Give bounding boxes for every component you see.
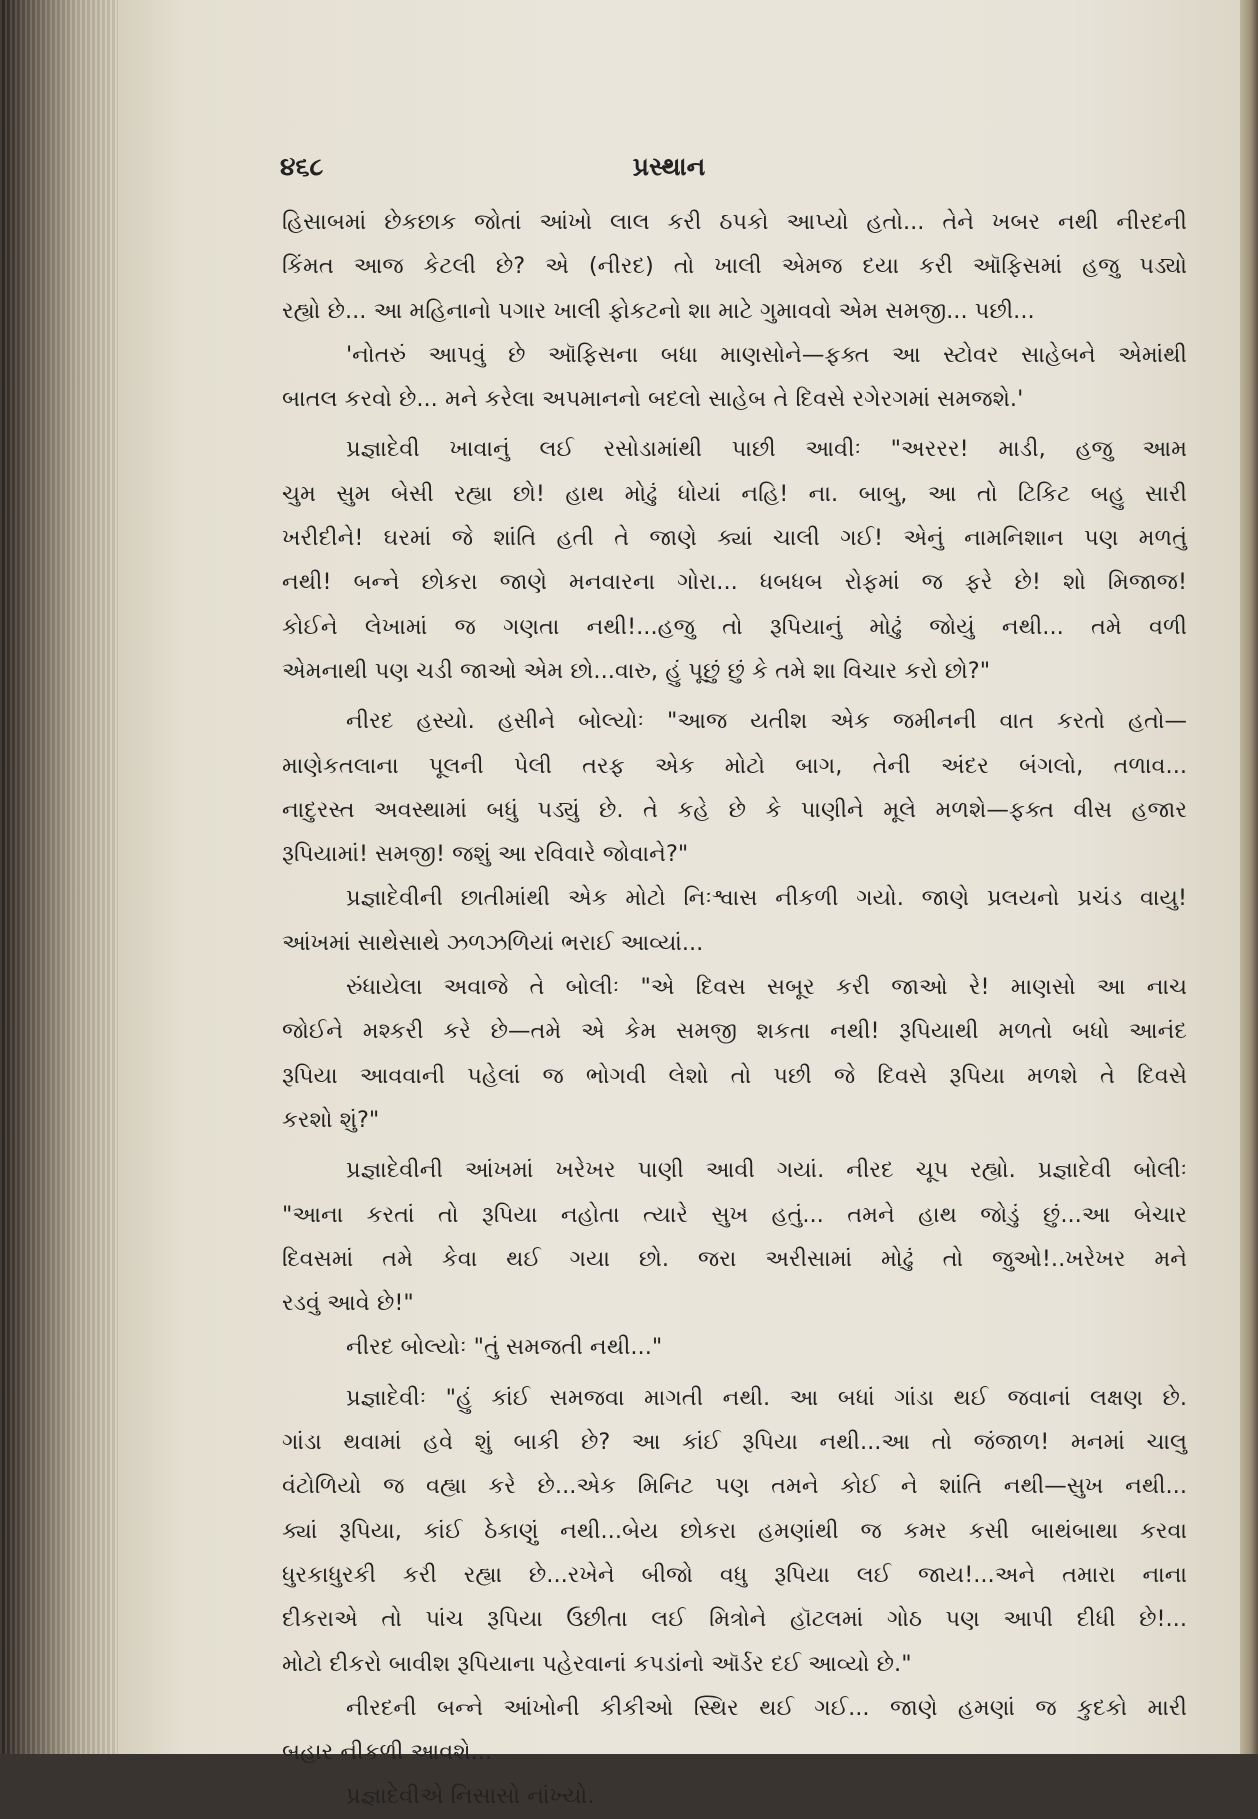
text-line: કોઈને લેખામાં જ ગણતા નથી!...હજુ તો રૂપિયાનું મોઢું જોયું નથી... તમે વળી — [282, 613, 1187, 640]
text-line: પ્રજ્ઞાદેવી ખાવાનું લઈ રસોડામાંથી પાછી આવીઃ "અરરર! માડી, હજુ આમ — [346, 436, 1187, 463]
text-line: રડવું આવે છે!" — [282, 1290, 414, 1317]
text-line: નથી! બન્ને છોકરા જાણે મનવારના ગોરા... ધબધબ રોફમાં જ ફરે છે! શો મિજાજ! — [282, 569, 1187, 596]
text-line: રૂપિયામાં! સમજી! જશું આ રવિવારે જોવાને?" — [282, 841, 689, 868]
page-number: ૪૬૮ — [280, 152, 324, 181]
text-line: પ્રજ્ઞાદેવીઃ "હું કાંઈ સમજવા માગતી નથી. આ બધાં ગાંડા થઈ જવાનાં લક્ષણ છે. — [346, 1384, 1187, 1411]
text-line: ધુરકાધુરકી કરી રહ્યા છે...રખેને બીજો વધુ રૂપિયા લઈ જાય!...અને તમારા નાના — [282, 1561, 1187, 1588]
text-line: રુંધાયેલા અવાજે તે બોલીઃ "એ દિવસ સબૂર કરી જાઓ રે! માણસો આ નાચ — [346, 974, 1187, 1001]
text-line: વંટોળિયો જ વહ્યા કરે છે...એક મિનિટ પણ તમને કોઈ ને શાંતિ નથી—સુખ નથી... — [282, 1473, 1187, 1500]
text-line: જોઈને મશ્કરી કરે છે—તમે એ કેમ સમજી શકતા નથી! રૂપિયાથી મળતો બધો આનંદ — [282, 1018, 1187, 1045]
text-line: નાદુરસ્ત અવસ્થામાં બધું પડ્યું છે. તે કહે છે કે પાણીને મૂલે મળશે—ફક્ત વીસ હજાર — [282, 796, 1187, 823]
text-line: દિવસમાં તમે કેવા થઈ ગયા છો. જરા અરીસામાં મોઢું તો જુઓ!..ખરેખર મને — [282, 1245, 1187, 1272]
text-line: પ્રજ્ઞાદેવીએ નિસાસો નાંખ્યો. — [346, 1783, 595, 1810]
page-right-edge — [1240, 0, 1258, 1754]
text-line: દીકરાએ તો પાંચ રૂપિયા ઉછીતા લઈ મિત્રોને હૉટલમાં ગોઠ પણ આપી દીધી છે!... — [282, 1606, 1187, 1633]
text-line: બહાર નીકળી આવશે... — [282, 1739, 493, 1766]
text-line: હિસાબમાં છેકછાક જોતાં આંખો લાલ કરી ઠપકો આપ્યો હતો... તેને ખબર નથી નીરદની — [282, 209, 1187, 235]
text-line: રૂપિયા આવવાની પહેલાં જ ભોગવી લેશો તો પછી જે દિવસે રૂપિયા મળશે તે દિવસે — [282, 1062, 1187, 1089]
text-line: ખરીદીને! ઘરમાં જે શાંતિ હતી તે જાણે ક્યાં ચાલી ગઈ! એનું નામનિશાન પણ મળતું — [282, 525, 1187, 552]
text-line: "આના કરતાં તો રૂપિયા નહોતા ત્યારે સુખ હતું... તમને હાથ જોડું છું...આ બેચાર — [282, 1201, 1187, 1228]
text-line: માણેકતલાના પૂલની પેલી તરફ એક મોટો બાગ, તેની અંદર બંગલો, તળાવ... — [282, 752, 1187, 779]
text-line: કિંમત આજ કેટલી છે? એ (નીરદ) તો ખાલી એમજ દયા કરી ઑફિસમાં હજુ પડ્યો — [282, 253, 1187, 280]
text-line: કરશો શું?" — [282, 1106, 380, 1133]
text-line: 'નોતરું આપવું છે ઑફિસના બધા માણસોને—ફક્ત આ સ્ટોવર સાહેબને એમાંથી — [346, 341, 1187, 368]
text-line: નીરદની બન્ને આંખોની કીકીઓ સ્થિર થઈ ગઈ... જાણે હમણાં જ કુદકો મારી — [346, 1694, 1187, 1721]
text-line: પ્રજ્ઞાદેવીની છાતીમાંથી એક મોટો નિઃશ્વાસ નીકળી ગયો. જાણે પ્રલયનો પ્રચંડ વાયુ! — [346, 885, 1187, 912]
text-line: આંખમાં સાથેસાથે ઝળઝળિયાં ભરાઈ આવ્યાં... — [282, 929, 704, 956]
text-line: ક્યાં રૂપિયા, કાંઈ ઠેકાણું નથી...બેય છોકરા હમણાંથી જ કમર કસી બાથંબાથા કરવા — [282, 1517, 1187, 1544]
running-title: પ્રસ્થાન — [632, 152, 706, 181]
text-line: ગાંડા થવામાં હવે શું બાકી છે? આ કાંઈ રૂપિયા નથી...આ તો જંજાળ! મનમાં ચાલુ — [282, 1429, 1187, 1456]
text-line: રહ્યો છે... આ મહિનાનો પગાર ખાલી ફોકટનો શા માટે ગુમાવવો એમ સમજી... પછી... — [282, 297, 1035, 324]
text-line: બાતલ કરવો છે... મને કરેલા અપમાનનો બદલો સાહેબ તે દિવસે રગેરગમાં સમજશે.' — [282, 386, 1024, 413]
text-line: નીરદ હસ્યો. હસીને બોલ્યોઃ "આજ યતીશ એક જમીનની વાત કરતો હતો— — [346, 708, 1187, 735]
text-line: ચુમ સુમ બેસી રહ્યા છો! હાથ મોઢું ધોયાં નહિ! ના. બાબુ, આ તો ટિકિટ બહુ સારી — [282, 480, 1187, 507]
text-line: મોટો દીકરો બાવીશ રૂપિયાના પહેરવાનાં કપડાંનો ઑર્ડર દઈ આવ્યો છે." — [282, 1650, 912, 1677]
text-line: એમનાથી પણ ચડી જાઓ એમ છો...વારુ, હું પૂછું છું કે તમે શા વિચાર કરો છો?" — [282, 657, 991, 684]
text-line: નીરદ બોલ્યોઃ "તું સમજતી નથી..." — [346, 1334, 663, 1361]
body-text — [282, 200, 1187, 1819]
text-line: પ્રજ્ઞાદેવીની આંખમાં ખરેખર પાણી આવી ગયાં. નીરદ ચૂપ રહ્યો. પ્રજ્ઞાદેવી બોલીઃ — [346, 1157, 1187, 1184]
